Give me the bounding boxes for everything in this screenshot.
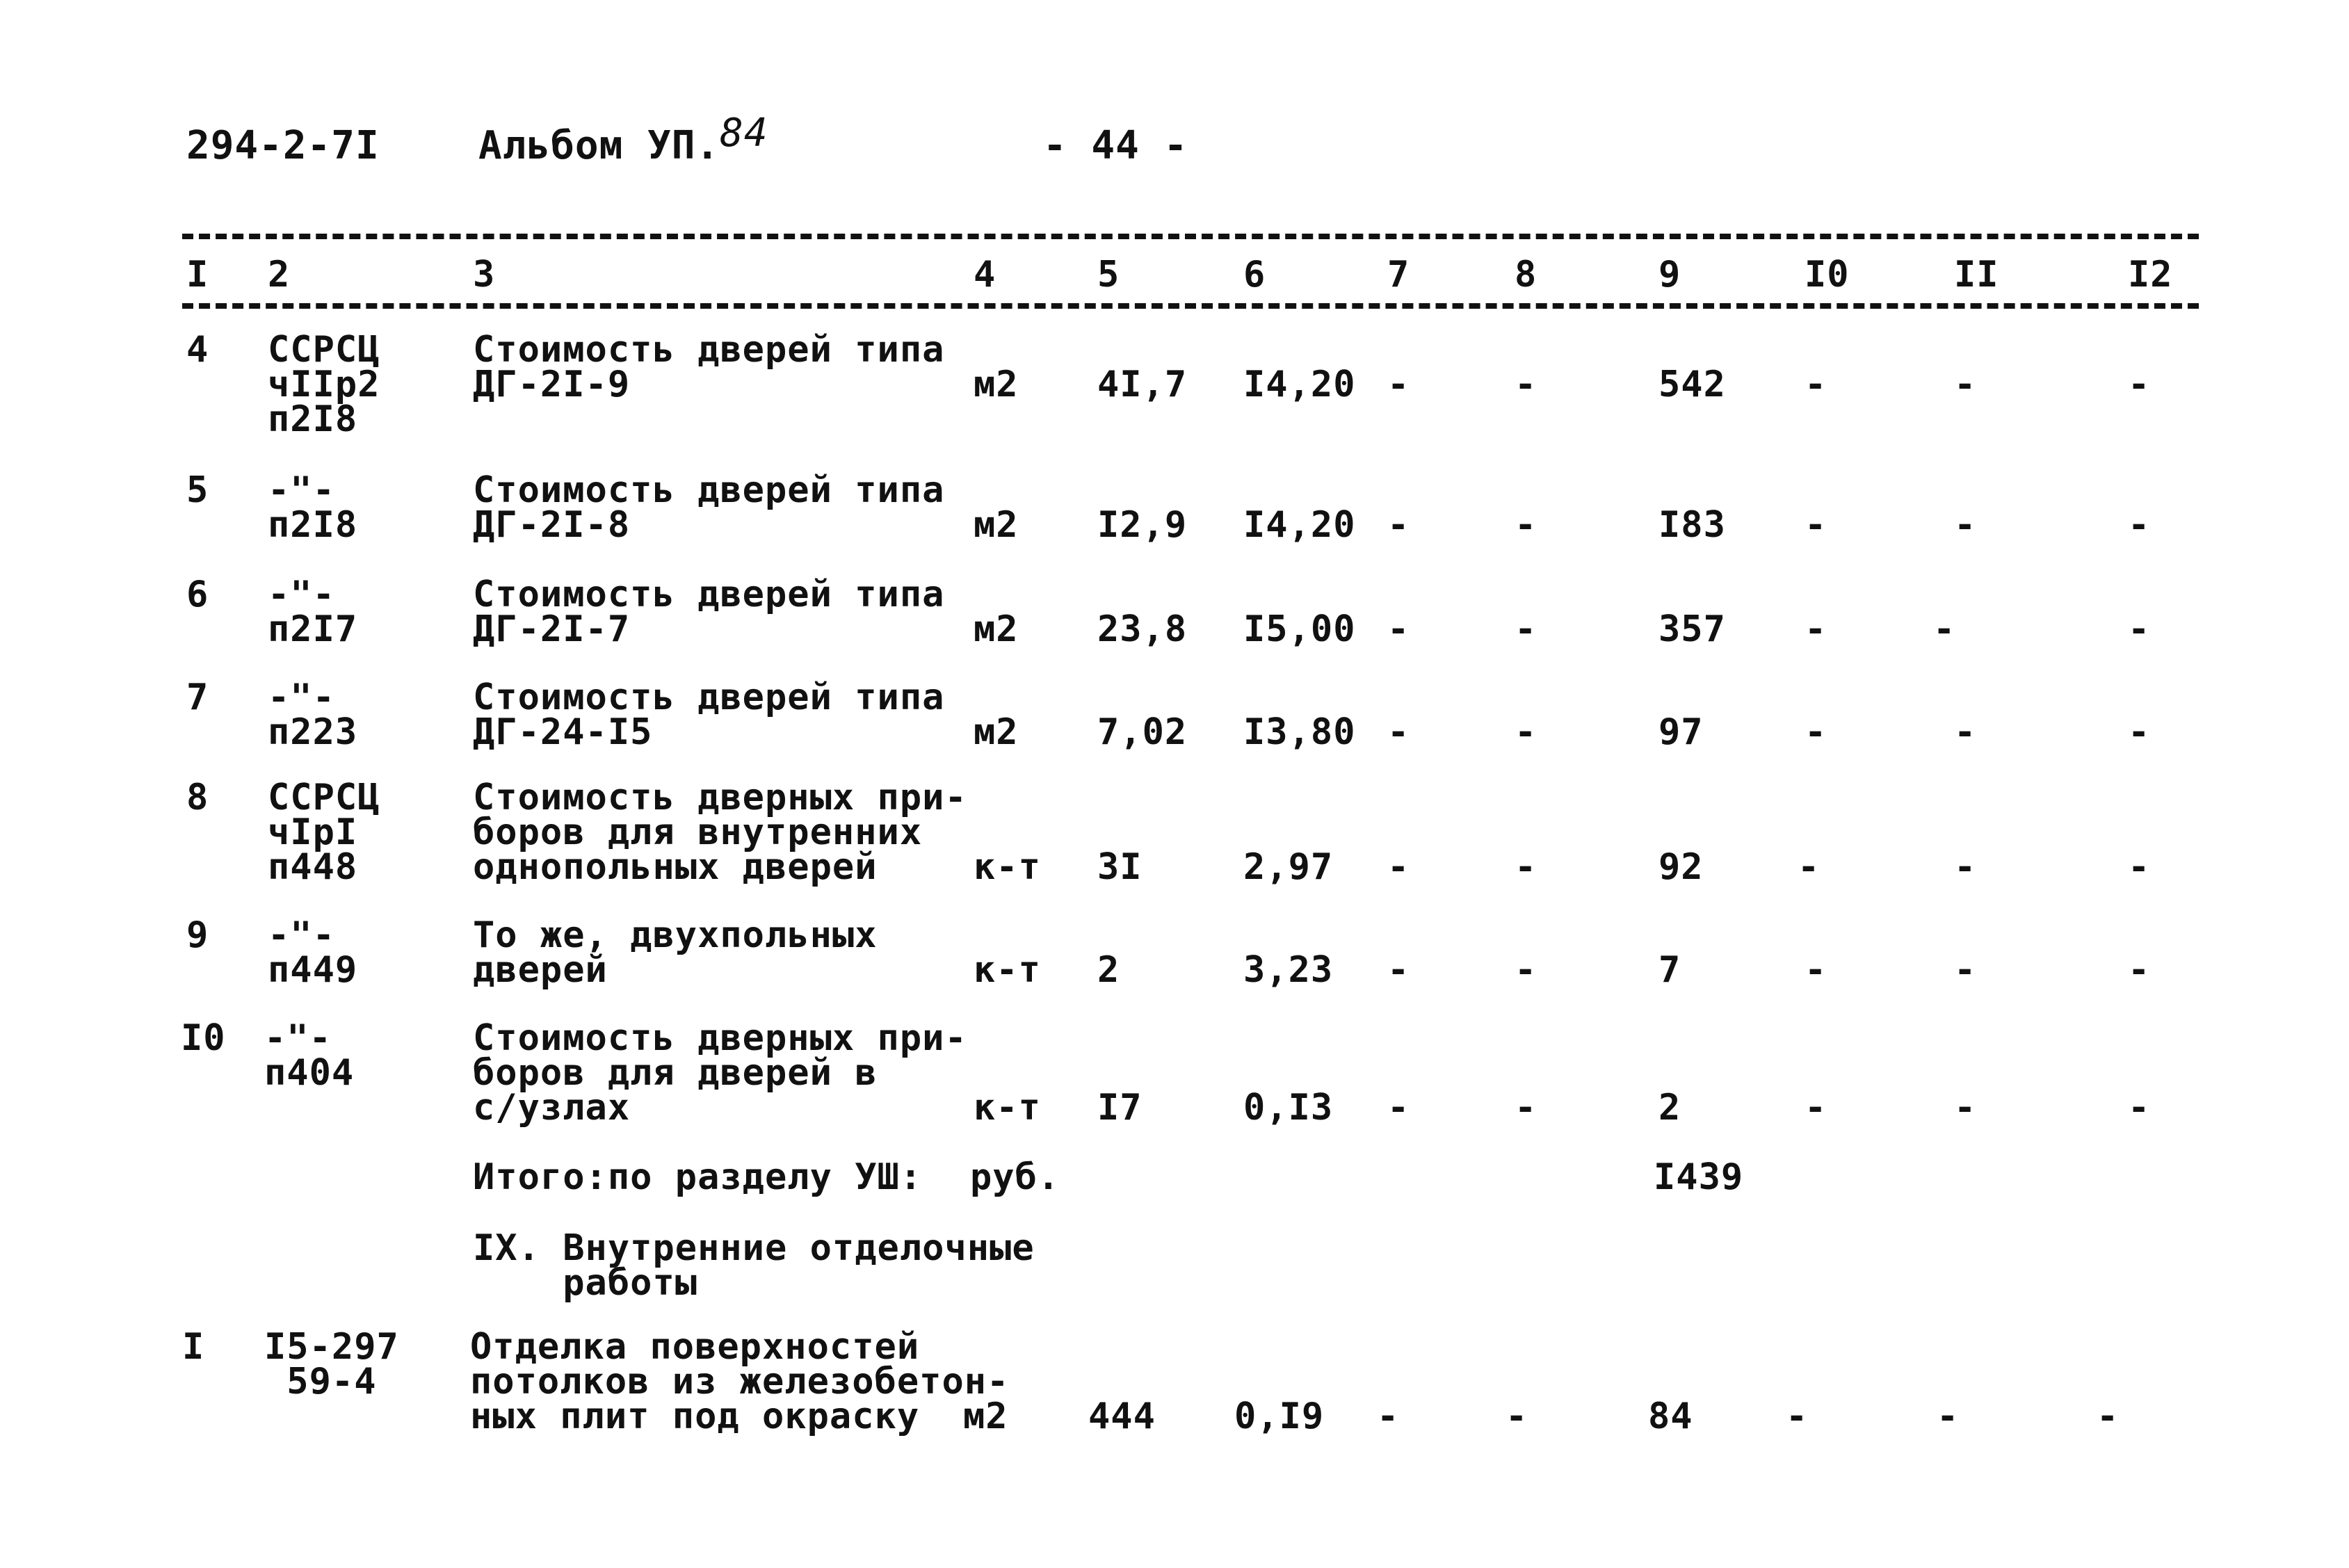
row-unit: м2 (974, 608, 1019, 650)
row-col8: - (1515, 504, 1537, 546)
row-reference: ССРСЦ чIIр2 п2I8 (268, 329, 380, 440)
subtotal-unit: руб. (970, 1156, 1060, 1198)
column-header-7: 7 (1387, 254, 1410, 296)
row-quantity: 444 (1088, 1396, 1156, 1437)
row-reference: -"- п223 (268, 677, 358, 753)
row-number: 7 (186, 677, 209, 718)
row-number: I (182, 1326, 205, 1368)
row-unit-price: 3,23 (1243, 949, 1334, 991)
row-description: Стоимость дверей типа ДГ-2I-9 (473, 329, 945, 405)
row-col8: - (1515, 711, 1537, 753)
row-total: 2 (1658, 1087, 1681, 1129)
row-col11: - (1954, 504, 1977, 546)
column-header-1: I (186, 254, 209, 296)
subtotal-total: I439 (1654, 1156, 1744, 1198)
row-total: I83 (1658, 504, 1726, 546)
row-total: 97 (1658, 711, 1704, 753)
album-text: Альбом УП. (478, 123, 720, 168)
row-description: Стоимость дверных при- боров для дверей в с/узлах (473, 1017, 967, 1129)
row-reference: -"- п2I7 (268, 574, 358, 650)
row-description: Стоимость дверей типа ДГ-2I-8 (473, 469, 945, 546)
table-header-rule (182, 303, 2199, 309)
row-number: 8 (186, 777, 209, 818)
row-col7: - (1387, 608, 1410, 650)
row-col10: - (1805, 1087, 1827, 1129)
row-total: 92 (1658, 846, 1704, 888)
row-number: I0 (181, 1017, 226, 1059)
row-reference: I5-297 59-4 (264, 1326, 399, 1403)
row-col10: - (1805, 364, 1827, 405)
row-total: 357 (1658, 608, 1726, 650)
row-col7: - (1387, 364, 1410, 405)
row-number: 9 (186, 914, 209, 956)
column-header-11: II (1954, 254, 1999, 296)
row-col12: - (2097, 1396, 2120, 1437)
row-number: 5 (186, 469, 209, 511)
row-unit-price: I3,80 (1243, 711, 1356, 753)
row-quantity: 23,8 (1097, 608, 1188, 650)
row-col12: - (2128, 608, 2151, 650)
row-col12: - (2128, 1087, 2151, 1129)
row-unit-price: I5,00 (1243, 608, 1356, 650)
row-col12: - (2128, 364, 2151, 405)
row-unit-price: 0,I9 (1234, 1396, 1325, 1437)
row-description: То же, двухпольных дверей (473, 914, 878, 991)
row-unit: к-т (974, 1087, 1041, 1129)
row-unit-price: I4,20 (1243, 364, 1356, 405)
row-col8: - (1515, 846, 1537, 888)
row-col7: - (1377, 1396, 1400, 1437)
row-col10: - (1786, 1396, 1809, 1437)
row-col10: - (1798, 846, 1821, 888)
row-unit: м2 (974, 504, 1019, 546)
row-col10: - (1805, 711, 1827, 753)
column-header-10: I0 (1805, 254, 1850, 296)
row-col7: - (1387, 846, 1410, 888)
row-quantity: 2 (1097, 949, 1120, 991)
row-col10: - (1805, 949, 1827, 991)
row-description: Отделка поверхностей потолков из железобетон- ных плит под окраску (470, 1326, 1010, 1437)
column-header-8: 8 (1515, 254, 1537, 296)
row-col11: - (1937, 1396, 1960, 1437)
row-col10: - (1805, 608, 1827, 650)
row-col12: - (2128, 711, 2151, 753)
row-col12: - (2128, 504, 2151, 546)
row-col8: - (1515, 608, 1537, 650)
row-col11: - (1954, 1087, 1977, 1129)
row-col7: - (1387, 949, 1410, 991)
row-col11: - (1954, 364, 1977, 405)
row-col11: - (1954, 949, 1977, 991)
column-header-12: I2 (2128, 254, 2173, 296)
row-col8: - (1515, 1087, 1537, 1129)
row-total: 84 (1648, 1396, 1693, 1437)
album-label (478, 111, 768, 168)
row-total: 542 (1658, 364, 1726, 405)
column-header-4: 4 (974, 254, 996, 296)
row-reference: -"- п2I8 (268, 469, 358, 546)
row-unit-price: I4,20 (1243, 504, 1356, 546)
column-header-9: 9 (1658, 254, 1681, 296)
row-col12: - (2128, 949, 2151, 991)
row-col11: - (1954, 711, 1977, 753)
row-col10: - (1805, 504, 1827, 546)
row-total: 7 (1658, 949, 1681, 991)
row-col8: - (1515, 364, 1537, 405)
row-unit: м2 (974, 711, 1019, 753)
row-col7: - (1387, 1087, 1410, 1129)
row-description: Стоимость дверей типа ДГ-24-I5 (473, 677, 945, 753)
row-reference: -"- п404 (264, 1017, 355, 1094)
section-title: IX. Внутренние отделочные работы (473, 1227, 1035, 1304)
row-col11: - (1954, 846, 1977, 888)
row-quantity: 3I (1097, 846, 1143, 888)
row-reference: -"- п449 (268, 914, 358, 991)
row-quantity: I2,9 (1097, 504, 1188, 546)
column-header-3: 3 (473, 254, 496, 296)
row-quantity: 7,02 (1097, 711, 1188, 753)
row-description: Стоимость дверей типа ДГ-2I-7 (473, 574, 945, 650)
row-col12: - (2128, 846, 2151, 888)
row-unit-price: 0,I3 (1243, 1087, 1334, 1129)
table-top-rule (182, 234, 2199, 239)
row-unit: к-т (974, 846, 1041, 888)
row-col7: - (1387, 711, 1410, 753)
row-reference: ССРСЦ чIрI п448 (268, 777, 380, 888)
subtotal-label: Итого:по разделу УШ: (473, 1156, 923, 1198)
row-unit: м2 (974, 364, 1019, 405)
row-quantity: I7 (1097, 1087, 1143, 1129)
page-number: - 44 - (1043, 123, 1188, 168)
row-col11: - (1933, 608, 1956, 650)
row-col7: - (1387, 504, 1410, 546)
column-header-5: 5 (1097, 254, 1120, 296)
column-header-2: 2 (268, 254, 291, 296)
row-description: Стоимость дверных при- боров для внутренних однопольных дверей (473, 777, 967, 888)
document-code: 294-2-7I (186, 123, 380, 168)
row-col8: - (1515, 949, 1537, 991)
row-unit: м2 (963, 1396, 1008, 1437)
row-unit-price: 2,97 (1243, 846, 1334, 888)
row-col8: - (1506, 1396, 1528, 1437)
row-quantity: 4I,7 (1097, 364, 1188, 405)
column-header-6: 6 (1243, 254, 1266, 296)
row-number: 4 (186, 329, 209, 371)
row-unit: к-т (974, 949, 1041, 991)
album-handwritten-number: 84 (720, 111, 768, 156)
row-number: 6 (186, 574, 209, 615)
